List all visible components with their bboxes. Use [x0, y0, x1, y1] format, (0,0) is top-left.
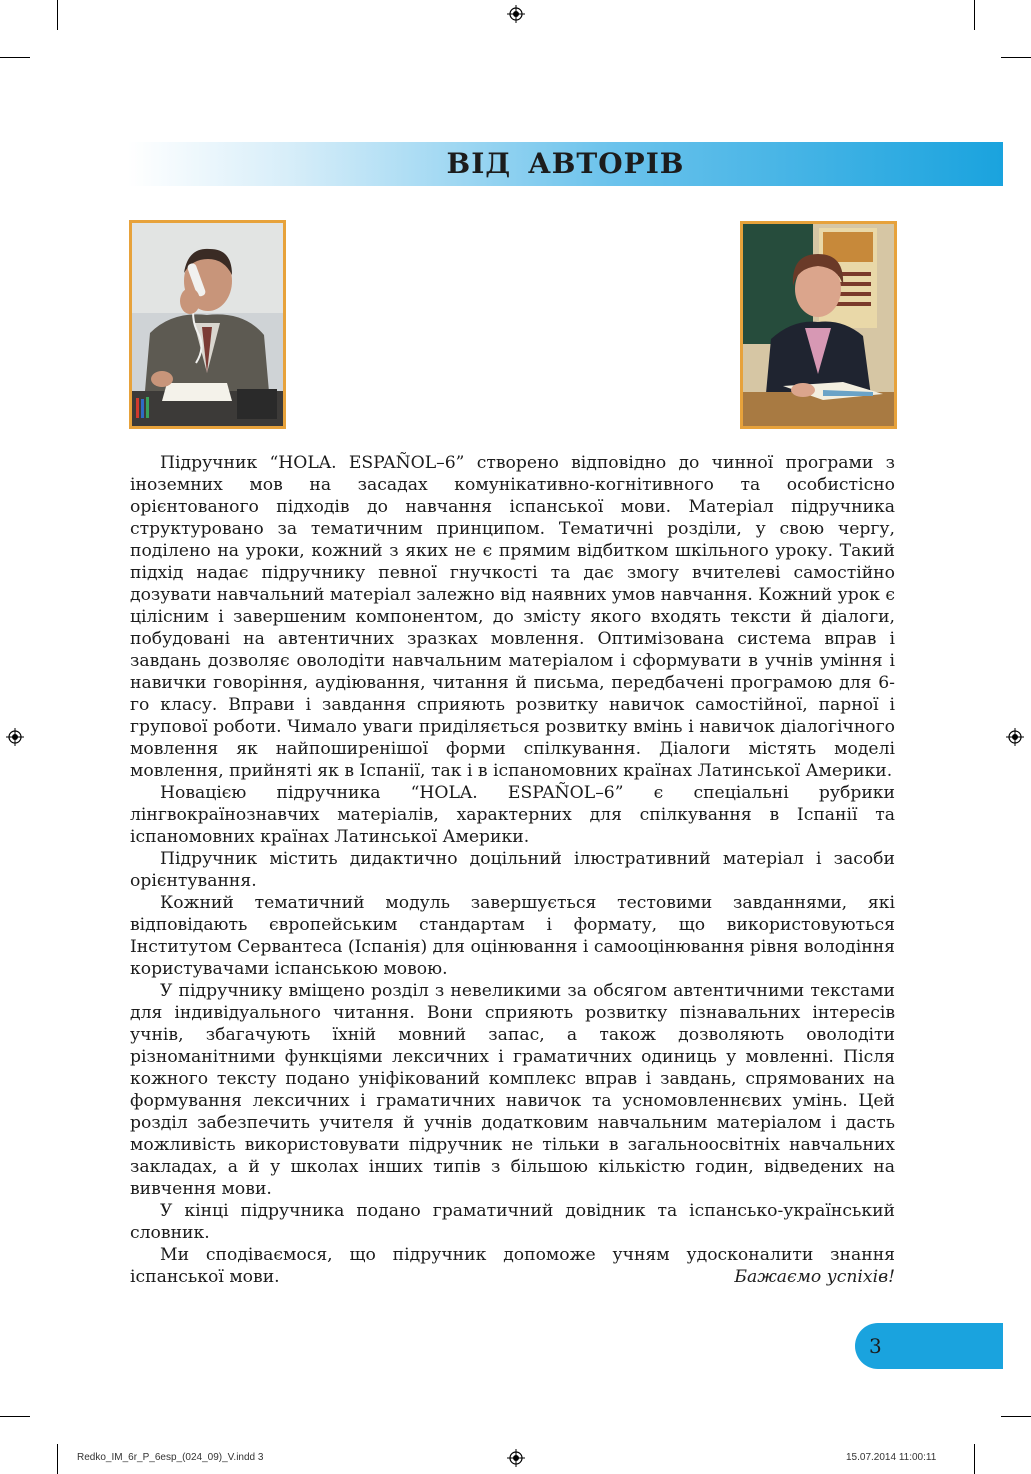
closing-wish: Бажаємо успіхів! — [734, 1267, 895, 1287]
paragraph: У кінці підручника подано граматичний довідник та іспансько-український словник. — [130, 1201, 895, 1243]
crop-mark — [0, 57, 30, 58]
paragraph: Ми сподіваємося, що підручник допоможе учням удосконалити знання іспанської мови. — [130, 1245, 895, 1287]
crop-mark — [974, 1444, 975, 1474]
page-number: 3 — [869, 1334, 882, 1358]
preface-text — [130, 452, 895, 1288]
slug-datetime: 15.07.2014 11:00:11 — [846, 1452, 937, 1463]
registration-mark-icon — [507, 5, 525, 23]
crop-mark — [974, 0, 975, 30]
paragraph: Підручник “HOLA. ESPAÑOL–6” створено відповідно до чинної програми з іноземних мов на засадах комунікативно-когнітивного та особистісно орієнтованого підходів до навчання іспанської мови. Матеріал підручника структуровано за тематичним принципом. Тематичні розділи, у свою чергу, поділено на уроки, кожний з яких не є прямим відбитком шкільного уроку. Такий підхід надає підручнику певної гнучкості та дає змогу вчителеві самостійно дозувати навчальний матеріал залежно від наявних умов навчання. Кожний урок є цілісним і завершеним компонентом, до змісту якого входять тексти й діалоги, побудовані на автентичних зразках мовлення. Оптимізована система вправ і завдань дозволяє оволодіти навчальним матеріалом і сформувати в учнів уміння і навички говоріння, аудіювання, читання й письма, передбачені програмою для 6-го класу. Вправи і завдання сприяють розвитку навичок самостійної, парної і групової роботи. Чимало уваги приділяється розвитку вмінь і навичок діалогічного мовлення як найпоширенішої форми спілкування. Діалоги містять моделі мовлення, прийняті як в Іспанії, так і в іспаномовних країнах Латинської Америки. — [130, 453, 895, 781]
paragraph: Кожний тематичний модуль завершується тестовими завданнями, які відповідають європейським стандартам і формату, що використовуються Інститутом Сервантеса (Іспанія) для оцінювання і самооцінювання рівня володіння користувачами іспанською мовою. — [130, 893, 895, 979]
crop-mark — [0, 1416, 30, 1417]
page-number-tab — [855, 1323, 1003, 1369]
crop-mark — [1001, 1416, 1031, 1417]
paragraph: У підручнику вміщено розділ з невеликими за обсягом автентичними текстами для індивідуального читання. Вони сприяють розвитку пізнавальних інтересів учнів, збагачують їхній мовний запас, а також дозволяють оволодіти різноманітними функціями лексичних і граматичних одиниць у мовленні. Після кожного тексту подано уніфікований комплекс вправ і завдань, спрямованих на формування лексичних і граматичних навичок та усномовленнєвих умінь. Цей розділ забезпечить учителя й учнів додатковим навчальним матеріалом і дасть можливість використовувати підручник не тільки в загальноосвітніх навчальних закладах, а й у школах інших типів з більшою кількістю годин, відведених на вивчення мови. — [130, 981, 895, 1199]
registration-mark-icon — [507, 1449, 525, 1467]
paragraph: Новацією підручника “HOLA. ESPAÑOL–6” є спеціальні рубрики лінгвокраїнознавчих матеріалів, характерних для спілкування в Іспанії та іспаномовних країнах Латинської Америки. — [130, 783, 895, 847]
crop-mark — [57, 1444, 58, 1474]
registration-mark-icon — [1006, 728, 1024, 746]
title-banner — [128, 142, 1003, 186]
paragraph: Підручник містить дидактично доцільний ілюстративний матеріал і засоби орієнтування. — [130, 849, 895, 891]
author-photo-left — [129, 220, 286, 429]
author-photo-right — [740, 221, 897, 429]
slug-filename: Redko_IM_6r_P_6esp_(024_09)_V.indd 3 — [77, 1452, 264, 1463]
crop-mark — [57, 0, 58, 30]
registration-mark-icon — [6, 728, 24, 746]
page-title: ВІД АВТОРІВ — [446, 147, 685, 180]
crop-mark — [1001, 57, 1031, 58]
